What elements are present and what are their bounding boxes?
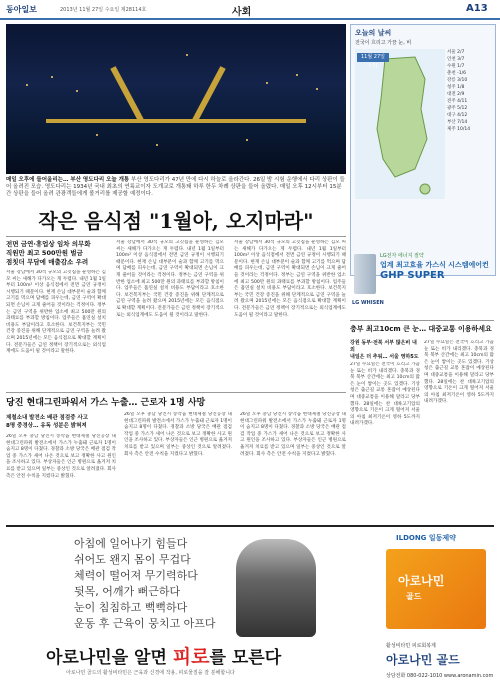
aronamin-ad — [6, 525, 494, 693]
ad-package-sub: 골드 — [406, 592, 422, 601]
korea-map-icon — [355, 49, 445, 199]
issue-date: 2013년 11월 27일 수요일 제28114호 — [60, 7, 147, 13]
newspaper-logo: 동아일보 — [6, 5, 37, 14]
section-title: 사회 — [232, 7, 252, 18]
third-article-col1: 27일 수요일은 전국이 흐리고 가끔 눈 또는 비가 내리겠다. 충북과 경북 북부 산간에는 최고 10cm의 많은 눈이 쌓이는 곳도 있겠다. 기상청은 출근길 교통 혼잡이 예상된다며 대중교통을 이용해 달라고 당부했다. 28일에는 찬 대륙고기압의 영향으로 기온이 크게 떨어져 서울의 아침 최저기온이 영하 5도까지 내려가겠다. — [350, 362, 420, 427]
divider — [6, 236, 346, 237]
weather-row: 전주 4/11 — [447, 99, 468, 104]
third-article-col2: 27일 수요일은 전국이 흐리고 가끔 눈 또는 비가 내리겠다. 충북과 경북 북부 산간에는 최고 10cm의 많은 눈이 쌓이는 곳도 있겠다. 기상청은 출근길 교통 혼잡이 예상된다며 대중교통을 이용해 달라고 당부했다. 28일에는 찬 대륙고기압의 영향으로 기온이 크게 떨어져 서울의 아침 최저기온이 영하 5도까지 내려가겠다. — [424, 340, 494, 405]
second-article-col2: 26일 오후 충남 당진시 송악읍 현대제철 당진공장 내 현대그린파워 발전소에서 가스가 누출돼 근로자 1명이 숨지고 8명이 다쳤다. 경찰과 소방 당국은 배관 점검 작업 중 가스가 새어 나온 것으로 보고 정확한 사고 원인을 조사하고 있다. 부상자들은 인근 병원으로 옮겨져 치료를 받고 있으며 일부는 중상인 것으로 알려졌다. 회사 측은 안전 수칙을 지켰다고 밝혔다. — [124, 412, 232, 457]
aircon-ad — [350, 250, 494, 314]
weather-row: 강릉 3/10 — [447, 78, 468, 83]
weather-row: 청주 1/8 — [447, 85, 465, 90]
aircon-product-image — [354, 254, 376, 294]
main-article-col2: 서울 강남에서 30석 규모의 고깃집을 운영하는 김모 씨는 새해가 다가오는 게 두렵다. 내년 1월 1일부터 100m² 이상 음식점에서 전면 금연 규정이 시행되기 때문이다. 현재 손님 대부분이 술과 함께 고기를 먹으며 담배를 피우는데, 금연 구역이 확대되면 손님이 크게 줄어들 것이라는 걱정이다. 정부는 금연 구역을 위반한 업소에 최고 500만 원의 과태료를 부과할 방침이다. 업주들은 흡연실 설치 비용도 부담이라고 호소한다. 보건복지부는 국민 건강 증진을 위해 단계적으로 금연 구역을 늘려 왔으며 2015년에는 모든 음식점으로 확대할 계획이다. 전문가들은 금연 정책이 장기적으로는 외식업계에도 도움이 될 것이라고 말한다. — [116, 240, 224, 318]
main-article-col1: 서울 강남에서 30석 규모의 고깃집을 운영하는 김모 씨는 새해가 다가오는 게 두렵다. 내년 1월 1일부터 100m² 이상 음식점에서 전면 금연 규정이 시행되기 때문이다. 현재 손님 대부분이 술과 함께 고기를 먹으며 담배를 피우는데, 금연 구역이 확대되면 손님이 크게 줄어들 것이라는 걱정이다. 정부는 금연 구역을 위반한 업소에 최고 500만 원의 과태료를 부과할 방침이다. 업주들은 흡연실 설치 비용도 부담이라고 호소한다. 보건복지부는 국민 건강 증진을 위해 단계적으로 금연 구역을 늘려 왔으며 2015년에는 모든 음식점으로 확대할 계획이다. 전문가들은 금연 정책이 장기적으로는 외식업계에도 도움이 될 것이라고 말한다. — [6, 270, 106, 355]
ad-brand: ILDONG 일동제약 — [396, 534, 456, 542]
main-headline: 작은 음식점 "1월아, 오지마라" — [38, 209, 314, 233]
ad-brand: LG WHISEN — [352, 300, 384, 306]
main-article-col3: 서울 강남에서 30석 규모의 고깃집을 운영하는 김모 씨는 새해가 다가오는 게 두렵다. 내년 1월 1일부터 100m² 이상 음식점에서 전면 금연 규정이 시행되기 때문이다. 현재 손님 대부분이 술과 함께 고기를 먹으며 담배를 피우는데, 금연 구역이 확대되면 손님이 크게 줄어들 것이라는 걱정이다. 정부는 금연 구역을 위반한 업소에 최고 500만 원의 과태료를 부과할 방침이다. 업주들은 흡연실 설치 비용도 부담이라고 호소한다. 보건복지부는 국민 건강 증진을 위해 단계적으로 금연 구역을 늘려 왔으며 2015년에는 모든 음식점으로 확대할 계획이다. 전문가들은 금연 정책이 장기적으로는 외식업계에도 도움이 될 것이라고 말한다. — [234, 240, 346, 318]
ad-symptom-line: 눈이 침침하고 뻑뻑하다 — [74, 601, 188, 614]
weather-map — [355, 49, 445, 199]
weather-table — [447, 49, 491, 133]
ad-line: LG전자 에너지 절약 — [380, 253, 424, 259]
divider — [6, 392, 346, 393]
ad-symptom-line: 뒷목, 어깨가 뻐근하다 — [74, 585, 181, 598]
ad-product-name: GHP SUPER — [380, 270, 445, 281]
third-headline: 충부 최고10cm 큰 눈… 대중교통 이용하세요 — [350, 325, 492, 333]
main-subheadline: 전면 금연·휴업상 임차 의무화 직원만 최고 500만원 벌금 점칫더 무담에 매출감소 우려 — [6, 240, 91, 266]
weather-title: 오늘의 날씨 — [355, 29, 392, 37]
divider — [350, 320, 494, 321]
second-article-col3: 26일 오후 충남 당진시 송악읍 현대제철 당진공장 내 현대그린파워 발전소에서 가스가 누출돼 근로자 1명이 숨지고 8명이 다쳤다. 경찰과 소방 당국은 배관 점검 작업 중 가스가 새어 나온 것으로 보고 정확한 사고 원인을 조사하고 있다. 부상자들은 인근 병원으로 옮겨져 치료를 받고 있으며 일부는 중상인 것으로 알려졌다. 회사 측은 안전 수칙을 지켰다고 밝혔다. — [240, 412, 346, 457]
weather-date-badge: 11월 27일 (수) — [357, 53, 389, 62]
weather-row: 인천 3/7 — [447, 57, 465, 62]
weather-row: 광주 5/12 — [447, 106, 468, 111]
weather-row: 서울 2/7 — [447, 50, 465, 55]
ad-headline: 아로나민을 알면 피로를 모른다 — [46, 646, 282, 668]
weather-row: 수원 1/7 — [447, 64, 465, 69]
ad-symptom-line: 운동 후 근육이 뭉치고 아프다 — [74, 617, 216, 630]
ad-symptom-line: 쉬어도 왠지 몸이 무겁다 — [74, 553, 191, 566]
news-photo-bridge — [6, 24, 346, 174]
ad-contact: 상담전화 080-022-1010 www.aronamin.com — [386, 673, 494, 679]
page-number: A13 — [466, 3, 488, 14]
ad-model-image — [236, 539, 316, 637]
third-subheadline: 강원 동부·전북 서부 많은비 내외 내일은 더 추워… 서울 영하5도 — [350, 340, 419, 360]
ad-symptom-line: 아침에 일어나기 힘들다 — [74, 537, 188, 550]
page-header — [0, 0, 500, 20]
photo-caption — [6, 177, 346, 198]
weather-row: 부산 7/14 — [447, 120, 468, 125]
photo-caption-title: 매일 오후에 들어올리는… 부산 영도다리 오늘 개통 — [6, 177, 130, 183]
weather-subtitle: 전국이 흐리고 가끔 눈, 비 — [355, 40, 412, 46]
ad-symptom-line: 체력이 떨어져 무기력하다 — [74, 569, 198, 582]
ad-fineprint: 아로나민 골드의 활성비타민은 근육과 신경에 작용, 피로물질을 잘 분해합니다 — [66, 670, 235, 676]
weather-row: 제주 10/14 — [447, 127, 471, 132]
weather-row: 춘천 -1/6 — [447, 71, 466, 76]
ad-line: 업계 최고효율 가스식 시스템에어컨 — [380, 261, 489, 269]
photo-caption-text: 부산 영도다리가 47년 만에 다시 하늘로 올라간다. 26일 밤 시험 운행에서 다리 상판이 들어 올려진 모습. 영도다리는 1934년 국내 최초의 연륙교이자 도개교로 개통돼 하루 한두 차례 상판을 들어 올렸다. 매일 오후 12시부터 15분간 상판을 들어 올려 관광객들에게 볼거리를 제공할 예정이다. — [6, 177, 345, 197]
weather-box — [350, 24, 496, 276]
weather-row: 대전 2/9 — [447, 92, 465, 97]
ad-package-image — [386, 549, 486, 629]
second-article-col1: 26일 오후 충남 당진시 송악읍 현대제철 당진공장 내 현대그린파워 발전소에서 가스가 누출돼 근로자 1명이 숨지고 8명이 다쳤다. 경찰과 소방 당국은 배관 점검 작업 중 가스가 새어 나온 것으로 보고 정확한 사고 원인을 조사하고 있다. 부상자들은 인근 병원으로 옮겨져 치료를 받고 있으며 일부는 중상인 것으로 알려졌다. 회사 측은 안전 수칙을 지켰다고 밝혔다. — [6, 434, 116, 479]
ad-package-title: 아로나민 — [398, 574, 445, 588]
weather-row: 대구 4/12 — [447, 113, 468, 118]
second-headline: 당진 현대그린파워서 가스 누출… 근로자 1명 사망 — [6, 398, 206, 408]
ad-tagline: 활성비타민 피로회복제 — [386, 643, 436, 649]
second-subheadline: 제철소내 발전소 배관 점검중 사고 8명 중경상… 유독 성분은 밝혀져 — [6, 415, 89, 429]
ad-product-name: 아로나민 골드 — [386, 653, 460, 667]
